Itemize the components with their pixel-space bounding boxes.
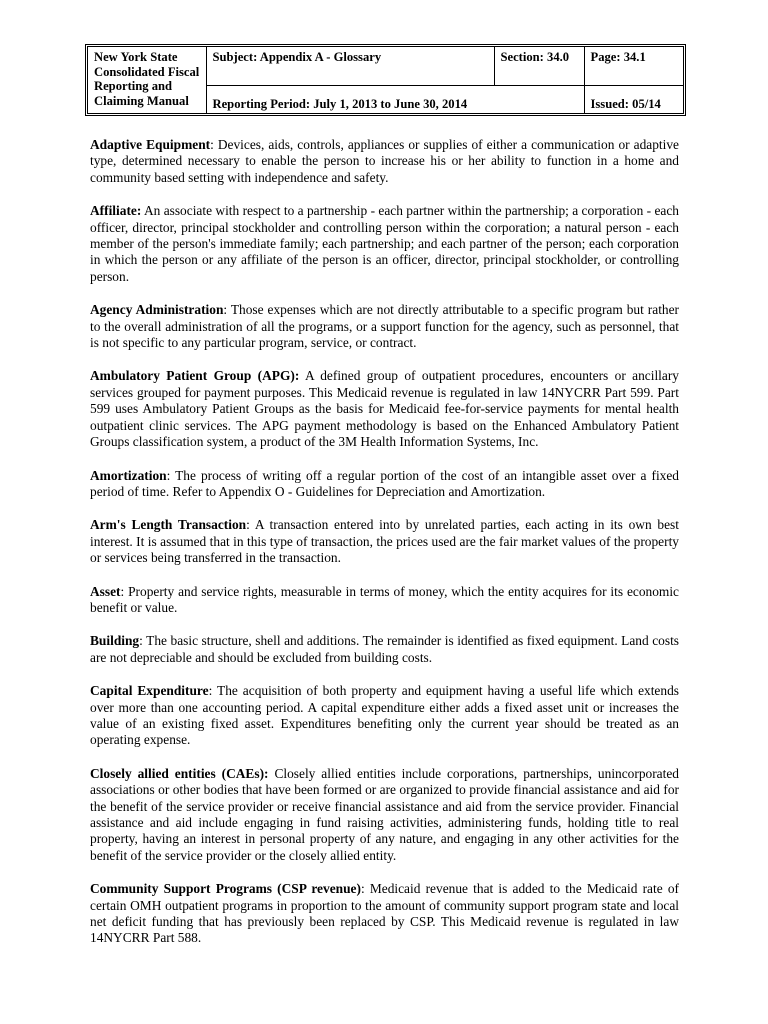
reporting-period-cell: Reporting Period: July 1, 2013 to June 30, 2014 — [206, 85, 584, 113]
glossary-term: Affiliate: — [90, 203, 142, 219]
glossary-definition: The basic structure, shell and additions. The remainder is identified as fixed equipment. Land costs are not depreciable and should be excluded from building costs. — [90, 633, 680, 665]
glossary-definition: Property and service rights, measurable in terms of money, which the entity acquires for its economic benefit or value. — [90, 583, 679, 615]
glossary-entry — [90, 368, 679, 450]
term-separator: : — [246, 517, 255, 533]
glossary-entry — [90, 468, 679, 501]
section-cell: Section: 34.0 — [494, 47, 584, 85]
glossary-entry — [90, 584, 679, 617]
glossary-definition: The process of writing off a regular portion of the cost of an intangible asset over a fixed period of time. Refer to Appendix O - Guidelines for Depreciation and Amortization. — [90, 467, 680, 499]
glossary-definition: The acquisition of both property and equipment having a useful life which extends over more than one accounting period. A capital expenditure either adds a fixed asset unit or increases the value of an existing fixed asset. Expenditures benefiting only the current year should be treated as an operating expense. — [90, 683, 679, 748]
glossary-definition: An associate with respect to a partnership - each partner within the partnership; a corporation - each officer, director, principal stockholder and controlling person within the corporation; a natural person - each member of the person's immediate family; each partnership; and each partner of the person; each corporation in which the person or any affiliate of the person is an officer, director, principal stockholder, or controlling person. — [90, 203, 680, 284]
glossary-entry — [90, 302, 679, 351]
glossary-definition: A transaction entered into by unrelated parties, each acting in its own best interest. It is assumed that in this type of transaction, the prices used are the fair market values of the property or services being transferred in the transaction. — [90, 517, 679, 566]
glossary-entry — [90, 633, 679, 666]
issued-date-cell: Issued: 05/14 — [584, 85, 683, 113]
subject-cell: Subject: Appendix A - Glossary — [206, 47, 494, 85]
glossary-entry — [90, 881, 679, 947]
manual-title-line: Reporting and — [94, 79, 173, 94]
glossary-term: Closely allied entities (CAEs): — [90, 765, 269, 781]
term-separator: : — [208, 683, 218, 699]
term-separator: : — [166, 467, 176, 483]
manual-title-line: New York State — [94, 50, 178, 64]
term-separator: : — [223, 302, 231, 318]
term-separator: : — [210, 137, 218, 152]
term-separator: : — [139, 633, 147, 649]
glossary-term: Amortization — [90, 467, 167, 483]
term-separator: : — [360, 881, 370, 897]
page-number-cell: Page: 34.1 — [584, 47, 683, 85]
glossary-term: Adaptive Equipment — [90, 137, 211, 152]
glossary-term: Arm's Length Transaction — [90, 517, 247, 533]
manual-title-line: Consolidated Fiscal — [94, 64, 200, 79]
manual-title — [88, 47, 206, 113]
glossary-term: Capital Expenditure — [90, 683, 209, 699]
glossary-term: Asset — [90, 583, 121, 599]
glossary-entry — [90, 203, 679, 285]
glossary-definition: Devices, aids, controls, appliances or supplies of either a communication or adaptive type, determined necessary to enable the person to increase his or her ability to function in a home and community based setting with independence and safety. — [90, 137, 679, 185]
glossary-body — [90, 137, 679, 964]
glossary-entry — [90, 766, 679, 864]
glossary-entry — [90, 683, 679, 749]
glossary-entry — [90, 517, 679, 566]
glossary-entry — [90, 137, 679, 186]
glossary-term: Agency Administration — [90, 302, 224, 318]
manual-title-line: Claiming Manual — [94, 93, 189, 108]
page-header — [85, 44, 686, 116]
glossary-term: Community Support Programs (CSP revenue) — [90, 881, 361, 897]
glossary-definition: A defined group of outpatient procedures, encounters or ancillary services grouped for payment purposes. This Medicaid revenue is regulated in law 14NYCRR Part 599. Part 599 uses Ambulatory Patient Groups as the basis for Medicaid fee-for-service payments for mental health outpatient clinic services. The APG payment methodology is based on the Enhanced Ambulatory Patient Groups classification system, a product of the 3M Health Information Systems, Inc. — [90, 368, 679, 450]
glossary-definition: Medicaid revenue that is added to the Medicaid rate of certain OMH outpatient programs in proportion to the amount of community support program state and local net deficit funding that has previously been replaced by CSP. This Medicaid revenue is regulated in law 14NYCRR Part 588. — [90, 881, 679, 946]
glossary-term: Ambulatory Patient Group (APG): — [90, 368, 300, 384]
glossary-definition: Those expenses which are not directly attributable to a specific program but rather to the overall administration of all the programs, or a support function for the agency, such as personnel, that is not specific to any particular program, service, or contract. — [90, 302, 680, 351]
glossary-term: Building — [90, 633, 140, 649]
glossary-definition: Closely allied entities include corporations, partnerships, unincorporated associations or other bodies that have been formed or are organized to provide financial assistance and aid for the benefit of the service provider or receive financial assistance and aid from the service provider. Financial assistance and aid include engaging in fund raising activities, administering funds, holding title to real property, having an interest in personal property of any nature, and engaging in any other activities for the benefit of the service provider or the closely allied entity. — [90, 765, 679, 863]
term-separator: : — [120, 583, 129, 599]
header-table — [88, 47, 683, 114]
